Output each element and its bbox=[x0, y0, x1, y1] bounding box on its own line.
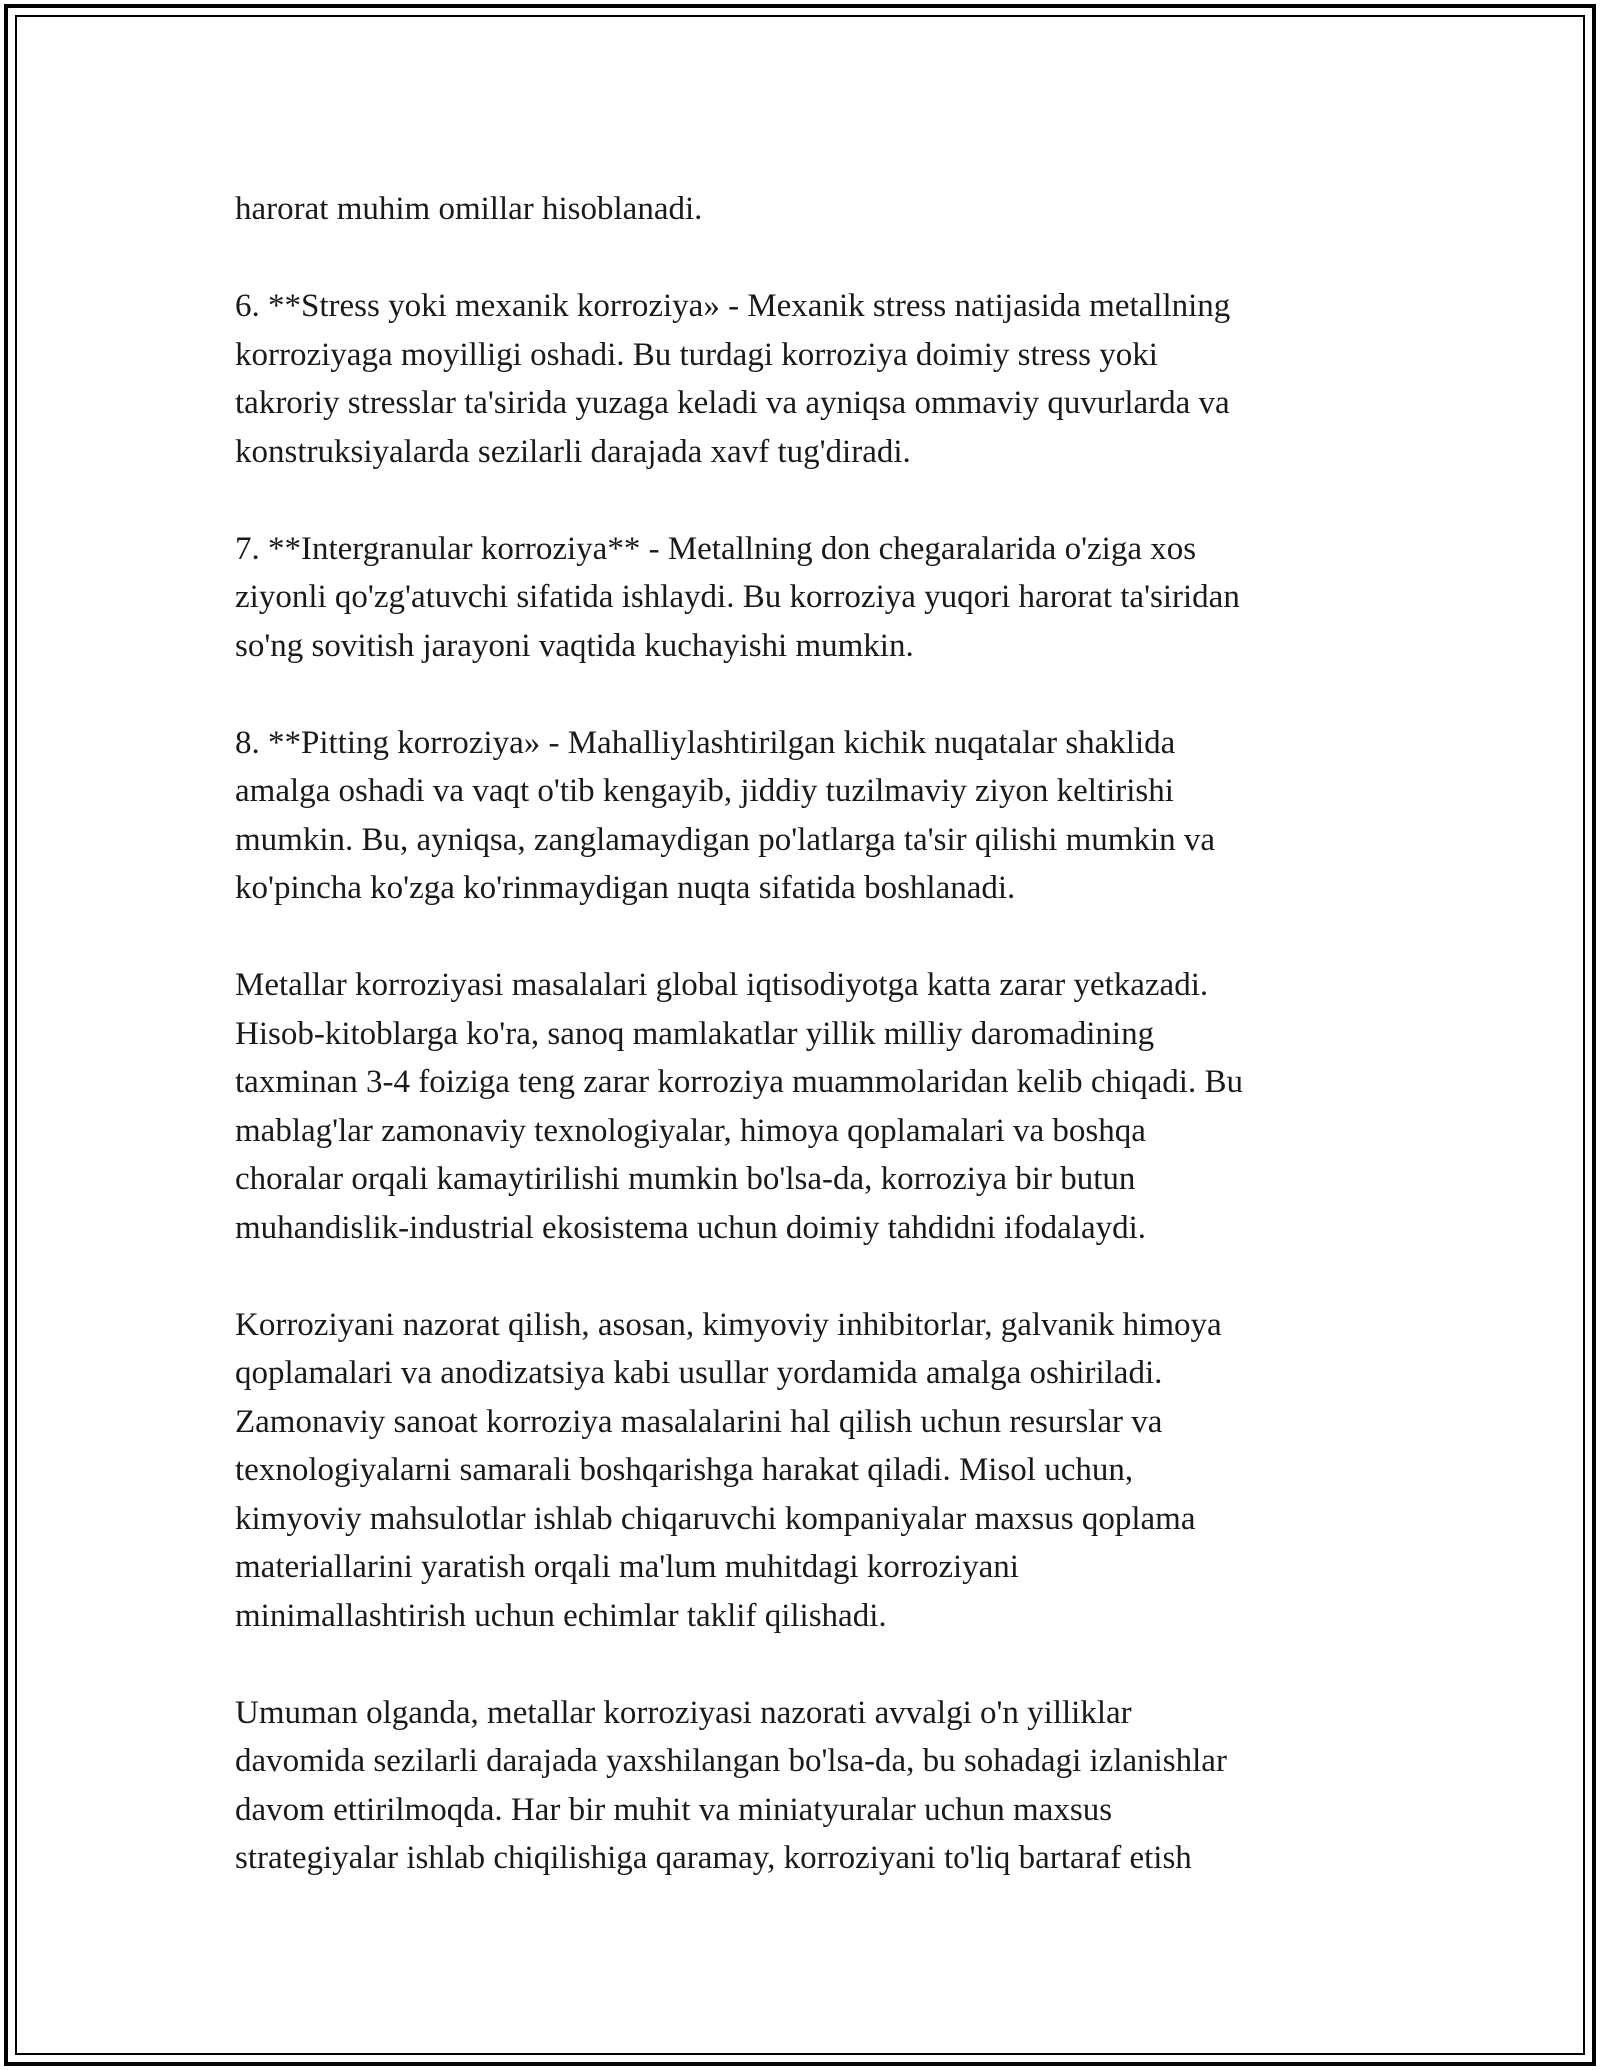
text-line: 7. **Intergranular korroziya** - Metallning don chegaralarida o'ziga xos bbox=[235, 530, 1197, 567]
text-line: amalga oshadi va vaqt o'tib kengayib, jiddiy tuzilmaviy ziyon keltirishi bbox=[235, 773, 1174, 809]
text-line: mumkin. Bu, ayniqsa, zanglamaydigan po'latlarga ta'sir qilishi mumkin va bbox=[235, 821, 1216, 858]
text-line: 6. **Stress yoki mexanik korroziya» - Mexanik stress natijasida metallning bbox=[235, 288, 1231, 324]
text-line: Hisob-kitoblarga ko'ra, sanoq mamlakatlar yillik milliy daromadining bbox=[235, 1015, 1155, 1052]
text-line: Metallar korroziyasi masalalari global iqtisodiyotga katta zarar yetkazadi. bbox=[235, 967, 1209, 1003]
text-line: Korroziyani nazorat qilish, asosan, kimyoviy inhibitorlar, galvanik himoya bbox=[235, 1306, 1222, 1343]
text-line: davom ettirilmoqda. Har bir muhit va miniatyuralar uchun maxsus bbox=[235, 1791, 1113, 1828]
text-line: materiallarini yaratish orqali ma'lum muhitdagi korroziyani bbox=[235, 1549, 1019, 1585]
text-line: so'ng sovitish jarayoni vaqtida kuchayishi mumkin. bbox=[235, 627, 914, 664]
text-line: davomida sezilarli darajada yaxshilangan bo'lsa-da, bu sohadagi izlanishlar bbox=[235, 1743, 1227, 1779]
text-line: mablag'lar zamonaviy texnologiyalar, himoya qoplamalari va boshqa bbox=[235, 1112, 1146, 1149]
text-line: harorat muhim omillar hisoblanadi. bbox=[235, 191, 703, 227]
text-line: ziyonli qo'zg'atuvchi sifatida ishlaydi. Bu korroziya yuqori harorat ta'siridan bbox=[235, 579, 1240, 615]
paragraph-continuation bbox=[235, 185, 1375, 234]
text-line: kimyoviy mahsulotlar ishlab chiqaruvchi kompaniyalar maxsus qoplama bbox=[235, 1500, 1196, 1537]
paragraph-pitting-corrosion bbox=[235, 719, 1375, 913]
text-line: takroriy stresslar ta'sirida yuzaga keladi va ayniqsa ommaviy quvurlarda va bbox=[235, 385, 1230, 421]
text-line: strategiyalar ishlab chiqilishiga qaramay, korroziyani to'liq bartaraf etish bbox=[235, 1840, 1192, 1876]
text-line: choralar orqali kamaytirilishi mumkin bo'lsa-da, korroziya bir butun bbox=[235, 1161, 1136, 1197]
text-line: qoplamalari va anodizatsiya kabi usullar yordamida amalga oshiriladi. bbox=[235, 1355, 1163, 1391]
text-line: minimallashtirish uchun echimlar taklif qilishadi. bbox=[235, 1597, 887, 1634]
text-line: taxminan 3-4 foiziga teng zarar korroziya muammolaridan kelib chiqadi. Bu bbox=[235, 1064, 1243, 1100]
text-line: Umuman olganda, metallar korroziyasi nazorati avvalgi o'n yilliklar bbox=[235, 1694, 1132, 1731]
paragraph-economic-impact bbox=[235, 961, 1375, 1252]
paragraph-conclusion bbox=[235, 1689, 1375, 1883]
text-line: ko'pincha ko'zga ko'rinmaydigan nuqta sifatida boshlanadi. bbox=[235, 870, 1016, 906]
text-line: korroziyaga moyilligi oshadi. Bu turdagi korroziya doimiy stress yoki bbox=[235, 336, 1158, 373]
paragraph-intergranular-corrosion bbox=[235, 525, 1375, 671]
text-line: konstruksiyalarda sezilarli darajada xavf tug'diradi. bbox=[235, 433, 911, 470]
text-line: 8. **Pitting korroziya» - Mahalliylashtirilgan kichik nuqatalar shaklida bbox=[235, 724, 1176, 761]
paragraph-stress-corrosion bbox=[235, 282, 1375, 476]
text-line: muhandislik-industrial ekosistema uchun doimiy tahdidni ifodalaydi. bbox=[235, 1209, 1147, 1246]
paragraph-corrosion-control bbox=[235, 1301, 1375, 1641]
text-line: texnologiyalarni samarali boshqarishga harakat qiladi. Misol uchun, bbox=[235, 1452, 1134, 1488]
document-body bbox=[235, 185, 1375, 1883]
text-line: Zamonaviy sanoat korroziya masalalarini hal qilish uchun resurslar va bbox=[235, 1403, 1163, 1440]
